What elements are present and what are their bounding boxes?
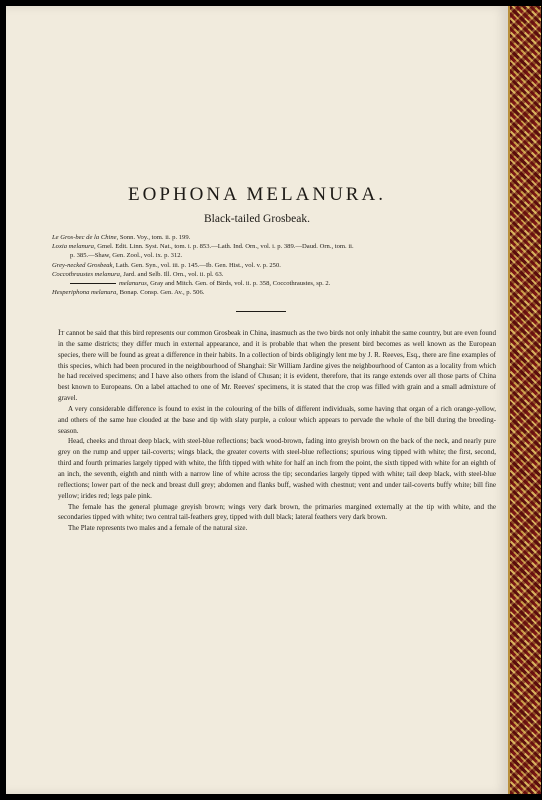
book-page [6,6,508,794]
paragraph: The Plate represents two males and a female of the natural size. [68,524,248,533]
marbled-book-edge [508,6,541,794]
synonymy-list [52,233,492,297]
paragraph: It cannot be said that this bird represents our common Grosbeak in China, inasmuch as the two birds not only inhabit the same country, but are even found in the same districts; they differ much in external appearance, and it is probable that when the present bird becomes as well known as the European species, there will be found as great a difference in their habits. In a collection of birds obligingly lent me by J. R. Reeves, Esq., there are fine examples of this species, which had been procured in the neighbourhood of Shanghai: Sir William Jardine gives the neighbourhood of Canton as a locality from which he had received specimens; and I have also others from the island of Chusan; it is evident, therefore, that its range extends over all those parts of China best known to Europeans. On a label attached to one of Mr. Reeves' specimens, it is stated that the crop was filled with grain and a small admixture of gravel. [58,328,496,403]
section-divider [236,311,286,312]
species-title: EOPHONA MELANURA. [128,184,386,205]
common-name: Black-tailed Grosbeak. [203,213,310,225]
synonym-entry: Hesperiphona melanura, Bonap. Consp. Gen. Av., p. 506. [52,289,205,297]
description-text [58,328,496,534]
paragraph: The female has the general plumage greyish brown; wings very dark brown, the primaries margined externally at the tip with white, and the secondaries tipped with white; two central tail-feathers grey, tipped with dull black; lateral feathers very dark brown. [58,502,496,522]
synonym-entry-continued: p. 385.—Shaw, Gen. Zool., vol. ix. p. 312. [70,252,183,260]
synonym-entry: Loxia melanura, Gmel. Edit. Linn. Syst. Nat., tom. i. p. 853.—Lath. Ind. Orn., vol. i. p. 389.—Daud. Orn., tom. ii. [52,243,354,251]
synonym-entry: Coccothraustes melanura, Jard. and Selb. Ill. Orn., vol. ii. pl. 63. [52,270,224,278]
synonym-entry: Grey-necked Grosbeak, Lath. Gen. Syn., vol. iii. p. 145.—Ib. Gen. Hist., vol. v. p. 250. [52,261,281,269]
paragraph: A very considerable difference is found to exist in the colouring of the bills of different individuals, some having that organ of a rich orange-yellow, and others of the same hue clouded at the base and tip with slaty purple, a colour which appears to pervade the whole of the bill during the breeding-season. [58,404,496,435]
paragraph: Head, cheeks and throat deep black, with steel-blue reflections; back wood-brown, fading into greyish brown on the back of the neck, and nearly pure grey on the rump and upper tail-coverts; wings black, the greater coverts with steel-blue reflections; spurious wing tipped with white; the first, second, third and fourth primaries largely tipped with white, the fifth tipped with white for half an inch from the point, the sixth tipped with white for an eighth of an inch, the seventh, eighth and ninth with a narrow line of white across the tip; secondaries largely tipped with white; tail deep black, with steel-blue reflections; lower part of the neck and breast dull grey; abdomen and flanks buff, washed with chestnut; vent and under tail-coverts buffy white; bill fine yellow; irides red; legs pale pink. [58,437,496,500]
ditto-dash [70,283,116,284]
synonym-entry: melanurus, Gray and Mitch. Gen. of Birds, vol. ii. p. 358, Coccothraustes, sp. 2. [52,279,492,288]
synonym-entry: Le Gros-bec de la Chine, Sonn. Voy., tom. ii. p. 199. [52,234,191,241]
